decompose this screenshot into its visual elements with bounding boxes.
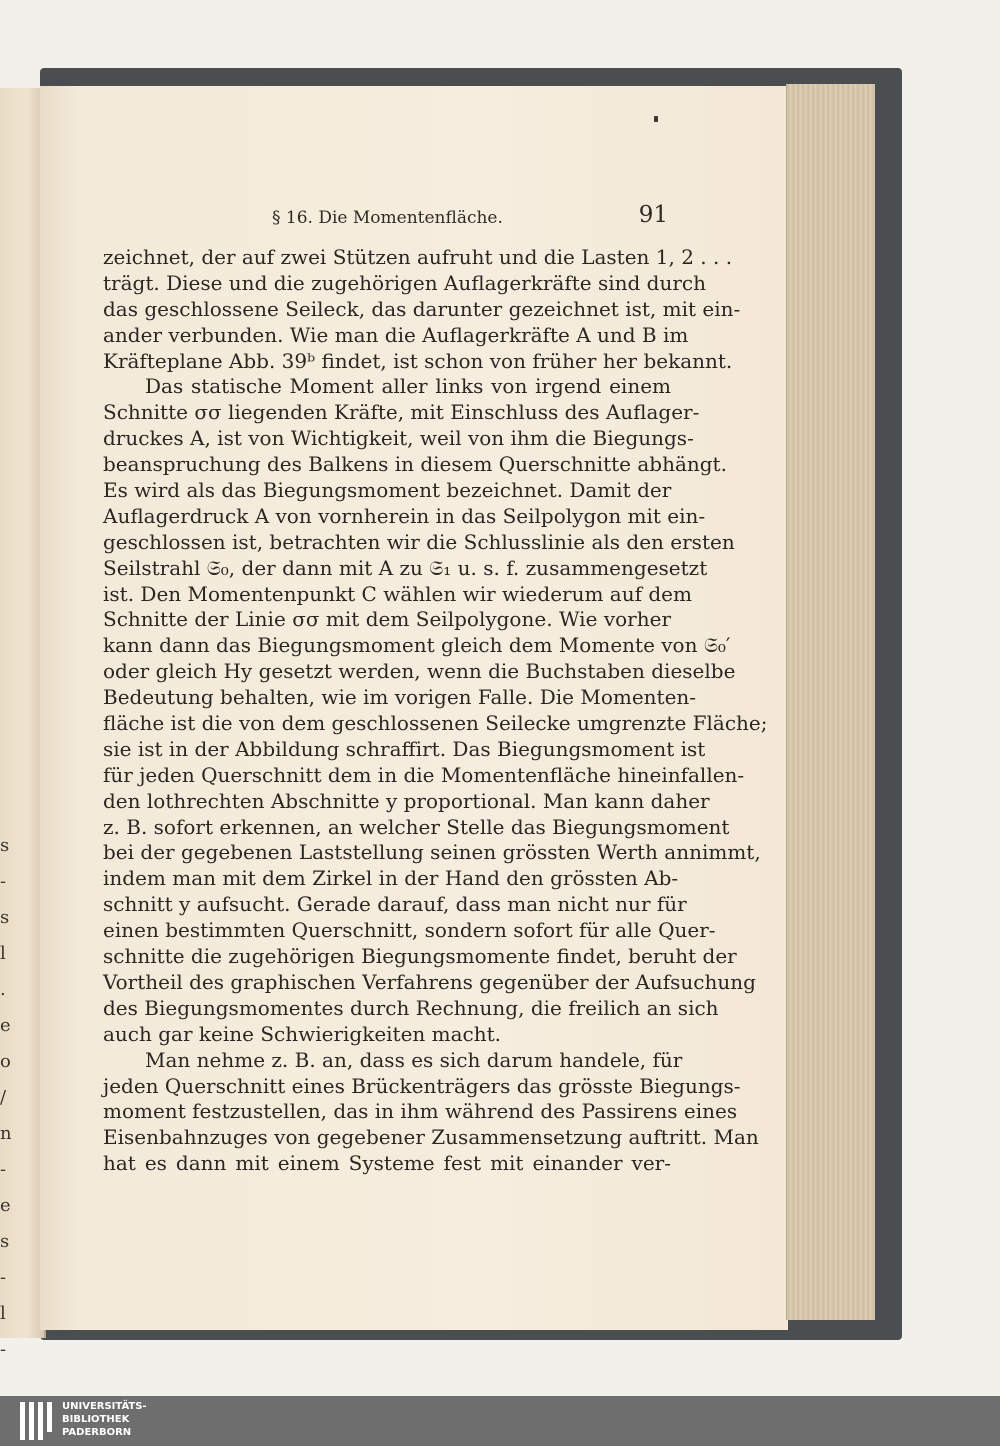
text-line: zeichnet, der auf zwei Stützen aufruht und die Lasten 1, 2 . . . (103, 245, 733, 269)
running-header (100, 200, 668, 240)
text-line: Eisenbahnzuges von gegebener Zusammensetzung auftritt. Man (103, 1125, 759, 1150)
text-line: Man nehme z. B. an, dass es sich darum handele, für (145, 1047, 683, 1072)
logo-line: BIBLIOTHEK (62, 1414, 130, 1425)
text-line: des Biegungsmomentes durch Rechnung, die freilich an sich (103, 995, 719, 1020)
text-line: schnitte die zugehörigen Biegungsmomente findet, beruht der (103, 944, 737, 969)
left-page-mark: - (0, 1339, 7, 1360)
body-text (103, 245, 768, 1177)
left-page-mark: e (0, 1015, 11, 1036)
text-line: Schnitte der Linie σσ mit dem Seilpolygone. Wie vorher (103, 607, 671, 632)
logo-line: UNIVERSITÄTS- (62, 1401, 147, 1412)
text-line: geschlossen ist, betrachten wir die Schlusslinie als den ersten (103, 529, 735, 554)
text-line: Auflagerdruck A von vornherein in das Seilpolygon mit ein- (103, 503, 706, 528)
text-line: einen bestimmten Querschnitt, sondern sofort für alle Quer- (103, 918, 716, 943)
text-line: oder gleich Hy gesetzt werden, wenn die Buchstaben dieselbe (103, 659, 736, 684)
text-line: schnitt y aufsucht. Gerade darauf, dass man nicht nur für (103, 892, 687, 917)
left-page-mark: e (0, 1195, 11, 1216)
text-line: indem man mit dem Zirkel in der Hand den grössten Ab- (103, 866, 679, 891)
library-footer (0, 1396, 1000, 1446)
text-line: hat es dann mit einem Systeme fest mit einander ver- (103, 1151, 671, 1176)
text-line: ander verbunden. Wie man die Auflagerkräfte A und B im (103, 322, 689, 347)
text-line: Bedeutung behalten, wie im vorigen Falle. Die Momenten- (103, 685, 697, 710)
library-logo-icon (20, 1402, 52, 1440)
text-line: auch gar keine Schwierigkeiten macht. (103, 1021, 502, 1046)
text-line: druckes A, ist von Wichtigkeit, weil von ihm die Biegungs- (103, 426, 694, 451)
page-edges (786, 84, 875, 1320)
left-page-mark: s (0, 907, 10, 928)
text-line: bei der gegebenen Laststellung seinen grössten Werth annimmt, (103, 840, 761, 865)
left-page-mark: - (0, 1159, 7, 1180)
left-page-marks (0, 828, 10, 1368)
section-title: § 16. Die Momentenfläche. (272, 208, 503, 228)
text-line: Schnitte σσ liegenden Kräfte, mit Einschluss des Auflager- (103, 400, 700, 425)
text-line: z. B. sofort erkennen, an welcher Stelle das Biegungsmoment (103, 814, 730, 839)
left-page-mark: / (0, 1087, 7, 1108)
left-page-mark: n (0, 1123, 12, 1144)
left-page-mark: o (0, 1051, 11, 1072)
page-number: 91 (638, 202, 668, 228)
left-page-mark: - (0, 1267, 7, 1288)
text-line: beanspruchung des Balkens in diesem Querschnitte abhängt. (103, 452, 727, 477)
text-line: jeden Querschnitt eines Brückenträgers das grösste Biegungs- (103, 1073, 741, 1098)
text-line: Kräfteplane Abb. 39ᵇ findet, ist schon von früher her bekannt. (103, 348, 733, 373)
left-page-mark: . (0, 979, 6, 1000)
text-line: Seilstrahl 𝔖₀, der dann mit A zu 𝔖₁ u. s. f. zusammengesetzt (103, 555, 708, 580)
left-page-mark: s (0, 1231, 10, 1252)
text-line: das geschlossene Seileck, das darunter gezeichnet ist, mit ein- (103, 296, 741, 321)
ink-speck (654, 116, 658, 122)
logo-line: PADERBORN (62, 1427, 132, 1438)
text-line: sie ist in der Abbildung schraffirt. Das Biegungsmoment ist (103, 736, 706, 761)
text-line: Vortheil des graphischen Verfahrens gegenüber der Aufsuchung (103, 969, 756, 994)
left-page-mark: - (0, 871, 7, 892)
text-line: trägt. Diese und die zugehörigen Auflagerkräfte sind durch (103, 270, 706, 295)
text-line: Das statische Moment aller links von irgend einem (145, 374, 671, 399)
text-line: den lothrechten Abschnitte y proportional. Man kann daher (103, 788, 710, 813)
left-page-mark: l (0, 943, 6, 964)
text-line: Es wird als das Biegungsmoment bezeichnet. Damit der (103, 478, 672, 503)
text-line: kann dann das Biegungsmoment gleich dem Momente von 𝔖₀′ (103, 633, 731, 658)
text-line: ist. Den Momentenpunkt C wählen wir wiederum auf dem (103, 581, 692, 606)
text-line: moment festzustellen, das in ihm während des Passirens eines (103, 1099, 738, 1124)
library-logo-text (62, 1400, 147, 1439)
text-line: fläche ist die von dem geschlossenen Seilecke umgrenzte Fläche; (103, 711, 768, 736)
text-line: für jeden Querschnitt dem in die Momentenfläche hineinfallen- (103, 762, 745, 787)
left-page-mark: s (0, 835, 10, 856)
left-page-mark: l (0, 1303, 6, 1324)
